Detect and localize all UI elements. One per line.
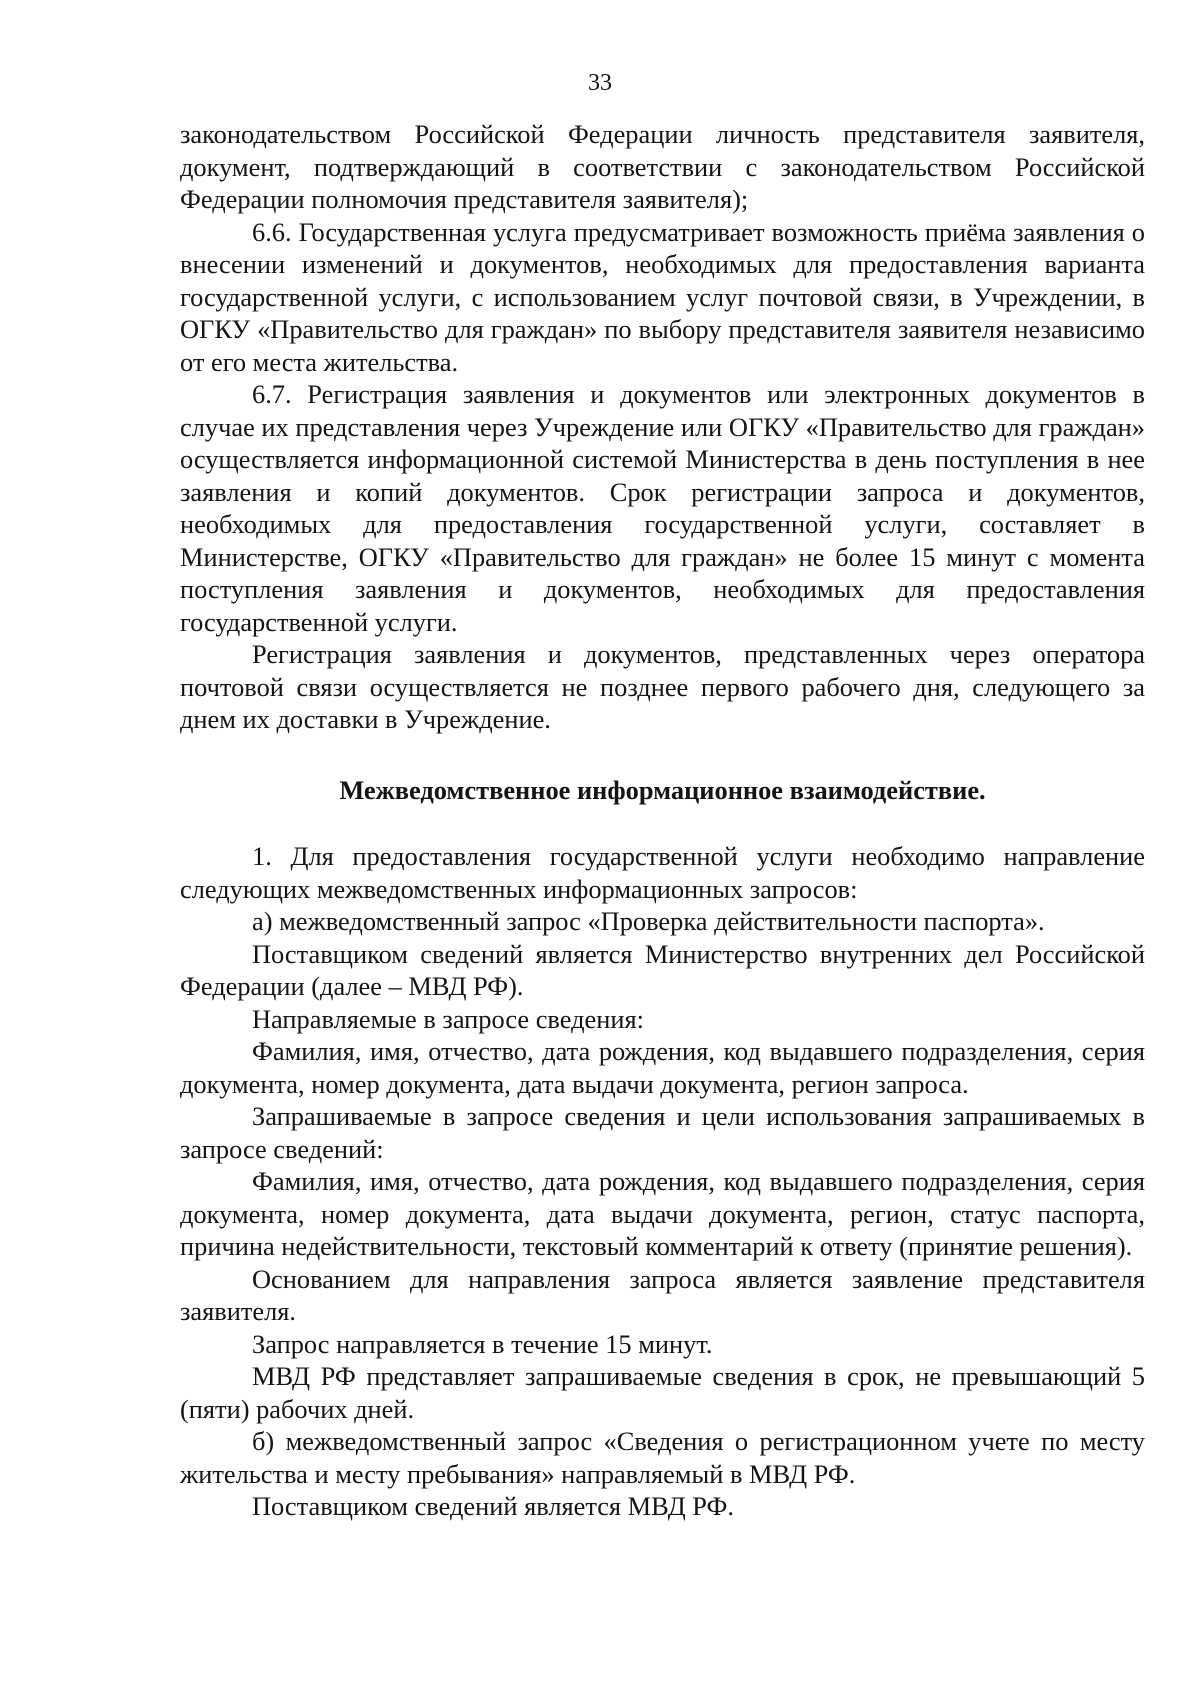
paragraph-basis: Основанием для направления запроса является заявление представителя заявителя.	[180, 1263, 1145, 1326]
document-body	[180, 118, 1145, 1523]
paragraph-6-6: 6.6. Государственная услуга предусматривает возможность приёма заявления о внесении изменений и документов, необходимых для предоставления варианта государственной услуги, с использованием услуг почтовой связи, в Учреждении, в ОГКУ «Правительство для граждан» по выбору представителя заявителя независимо от его места жительства.	[180, 216, 1145, 377]
paragraph-request-a: а) межведомственный запрос «Проверка действительности паспорта».	[252, 906, 1045, 936]
paragraph-supplier-mvd: Поставщиком сведений является Министерство внутренних дел Российской Федерации (далее – МВД РФ).	[180, 938, 1145, 1001]
paragraph-item-1: 1. Для предоставления государственной услуги необходимо направление следующих межведомственных информационных запросов:	[180, 841, 1145, 904]
paragraph-response-time: МВД РФ представляет запрашиваемые сведения в срок, не превышающий 5 (пяти) рабочих дней.	[180, 1361, 1145, 1424]
paragraph-requested-data: Фамилия, имя, отчество, дата рождения, код выдавшего подразделения, серия документа, номер документа, дата выдачи документа, регион, статус паспорта, причина недействительности, текстовый комментарий к ответу (принятие решения).	[180, 1166, 1145, 1261]
paragraph-sent-data: Фамилия, имя, отчество, дата рождения, код выдавшего подразделения, серия документа, номер документа, дата выдачи документа, регион запроса.	[180, 1036, 1145, 1099]
page-number: 33	[588, 70, 612, 96]
paragraph-6-7: 6.7. Регистрация заявления и документов или электронных документов в случае их представления через Учреждение или ОГКУ «Правительство для граждан» осуществляется информационной системой Министерства в день поступления в нее заявления и копий документов. Срок регистрации запроса и документов, необходимых для предоставления государственной услуги, составляет в Министерстве, ОГКУ «Правительство для граждан» не более 15 минут с момента поступления заявления и документов, необходимых для предоставления государственной услуги.	[180, 379, 1145, 637]
paragraph-request-b: б) межведомственный запрос «Сведения о регистрационном учете по месту жительства и месту пребывания» направляемый в МВД РФ.	[180, 1426, 1145, 1489]
paragraph-registration-postal: Регистрация заявления и документов, представленных через оператора почтовой связи осуществляется не позднее первого рабочего дня, следующего за днем их доставки в Учреждение.	[180, 639, 1145, 734]
paragraph-requested-data-label: Запрашиваемые в запросе сведения и цели использования запрашиваемых в запросе сведений:	[180, 1101, 1145, 1164]
section-heading: Межведомственное информационное взаимодействие.	[339, 774, 986, 805]
paragraph-sent-data-label: Направляемые в запросе сведения:	[252, 1003, 644, 1034]
paragraph-continuation: законодательством Российской Федерации личность представителя заявителя, документ, подтверждающий в соответствии с законодательством Российской Федерации полномочия представителя заявителя);	[180, 119, 1145, 214]
paragraph-request-time: Запрос направляется в течение 15 минут.	[252, 1328, 713, 1359]
paragraph-supplier-mvd-2: Поставщиком сведений является МВД РФ.	[252, 1491, 734, 1521]
